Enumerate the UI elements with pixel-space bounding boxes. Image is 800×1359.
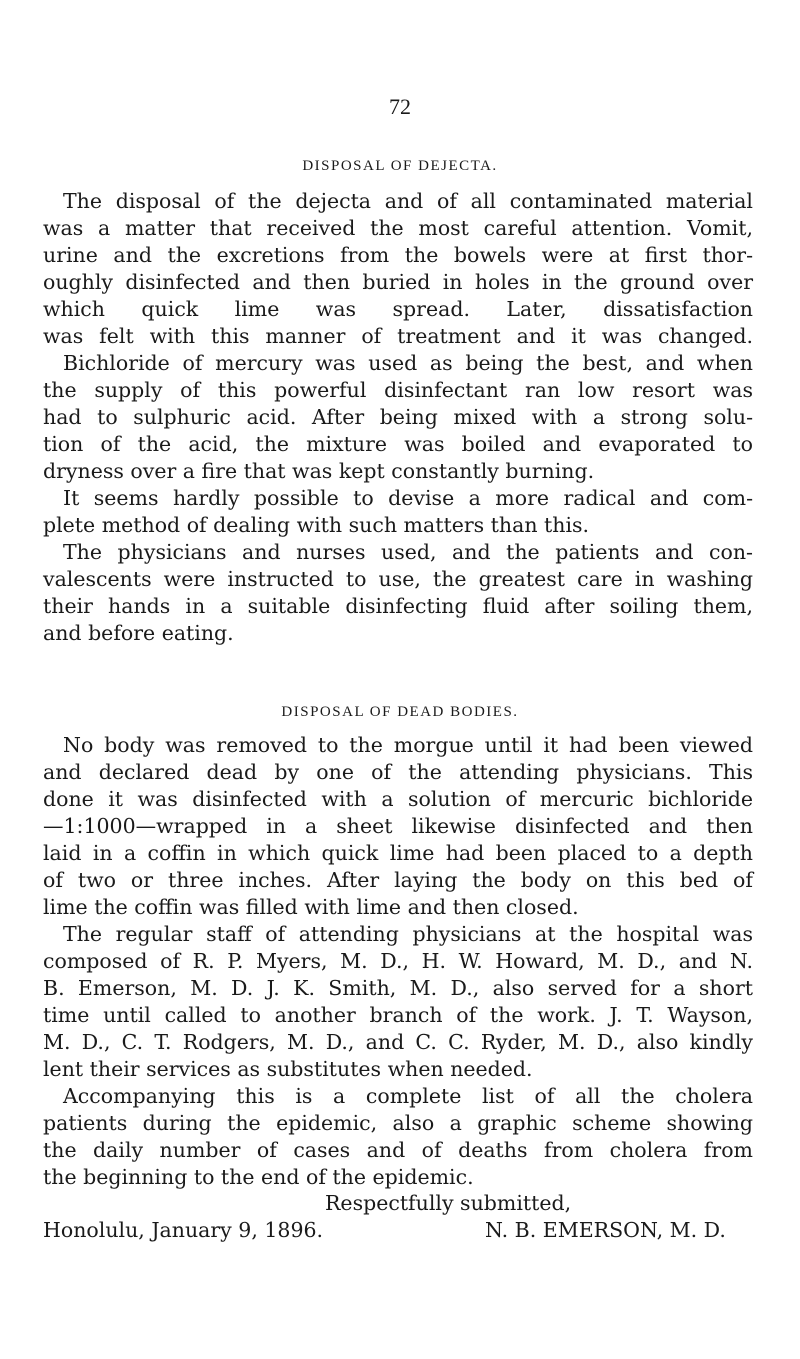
section-heading-dejecta: DISPOSAL OF DEJECTA.: [302, 158, 498, 174]
text-line: It seems hardly possible to devise a more radical and com-: [63, 486, 753, 510]
text-line: M. D., C. T. Rodgers, M. D., and C. C. Ryder, M. D., also kindly: [43, 1030, 753, 1054]
text-line: the beginning to the end of the epidemic.: [43, 1165, 474, 1189]
text-line: plete method of dealing with such matters than this.: [43, 513, 590, 537]
text-line: the supply of this powerful disinfectant ran low resort was: [43, 378, 753, 402]
text-line: dryness over a fire that was kept constantly burning.: [43, 459, 595, 483]
text-line: urine and the excretions from the bowels were at first thor-: [43, 243, 753, 267]
text-line: B. Emerson, M. D. J. K. Smith, M. D., also served for a short: [43, 976, 753, 1000]
signature: N. B. EMERSON, M. D.: [485, 1218, 726, 1242]
place-date: Honolulu, January 9, 1896.: [43, 1218, 324, 1242]
page-number: 72: [389, 94, 411, 119]
text-line: The disposal of the dejecta and of all contaminated material: [63, 189, 753, 213]
text-line: was a matter that received the most careful attention. Vomit,: [43, 216, 753, 240]
text-line: The regular staff of attending physicians at the hospital was: [63, 922, 753, 946]
text-line: lent their services as substitutes when needed.: [43, 1057, 533, 1081]
text-line: their hands in a suitable disinfecting fluid after soiling them,: [43, 594, 753, 618]
text-line: time until called to another branch of the work. J. T. Wayson,: [43, 1003, 753, 1027]
text-line: The physicians and nurses used, and the patients and con-: [63, 540, 753, 564]
text-line: —1:1000—wrapped in a sheet likewise disinfected and then: [43, 814, 753, 838]
text-line: Accompanying this is a complete list of all the cholera: [63, 1084, 753, 1108]
text-line: valescents were instructed to use, the greatest care in washing: [43, 567, 753, 591]
text-line: oughly disinfected and then buried in holes in the ground over: [43, 270, 753, 294]
text-line: laid in a coffin in which quick lime had been placed to a depth: [43, 841, 753, 865]
text-line: which quick lime was spread. Later, dissatisfaction: [43, 297, 753, 321]
text-line: was felt with this manner of treatment and it was changed.: [43, 324, 753, 348]
text-line: composed of R. P. Myers, M. D., H. W. Howard, M. D., and N.: [43, 949, 753, 973]
text-line: patients during the epidemic, also a graphic scheme showing: [43, 1111, 753, 1135]
text-line: and before eating.: [43, 621, 234, 645]
text-line: the daily number of cases and of deaths from cholera from: [43, 1138, 753, 1162]
text-line: No body was removed to the morgue until it had been viewed: [63, 733, 753, 757]
text-line: tion of the acid, the mixture was boiled and evaporated to: [43, 432, 753, 456]
respectfully-submitted: Respectfully submitted,: [325, 1191, 572, 1215]
text-line: had to sulphuric acid. After being mixed with a strong solu-: [43, 405, 753, 429]
text-line: and declared dead by one of the attending physicians. This: [43, 760, 753, 784]
section-heading-dead-bodies: DISPOSAL OF DEAD BODIES.: [281, 704, 519, 720]
text-line: Bichloride of mercury was used as being the best, and when: [63, 351, 753, 375]
text-line: lime the coffin was filled with lime and then closed.: [43, 895, 579, 919]
text-line: done it was disinfected with a solution of mercuric bichloride: [43, 787, 753, 811]
text-line: of two or three inches. After laying the body on this bed of: [43, 868, 753, 892]
